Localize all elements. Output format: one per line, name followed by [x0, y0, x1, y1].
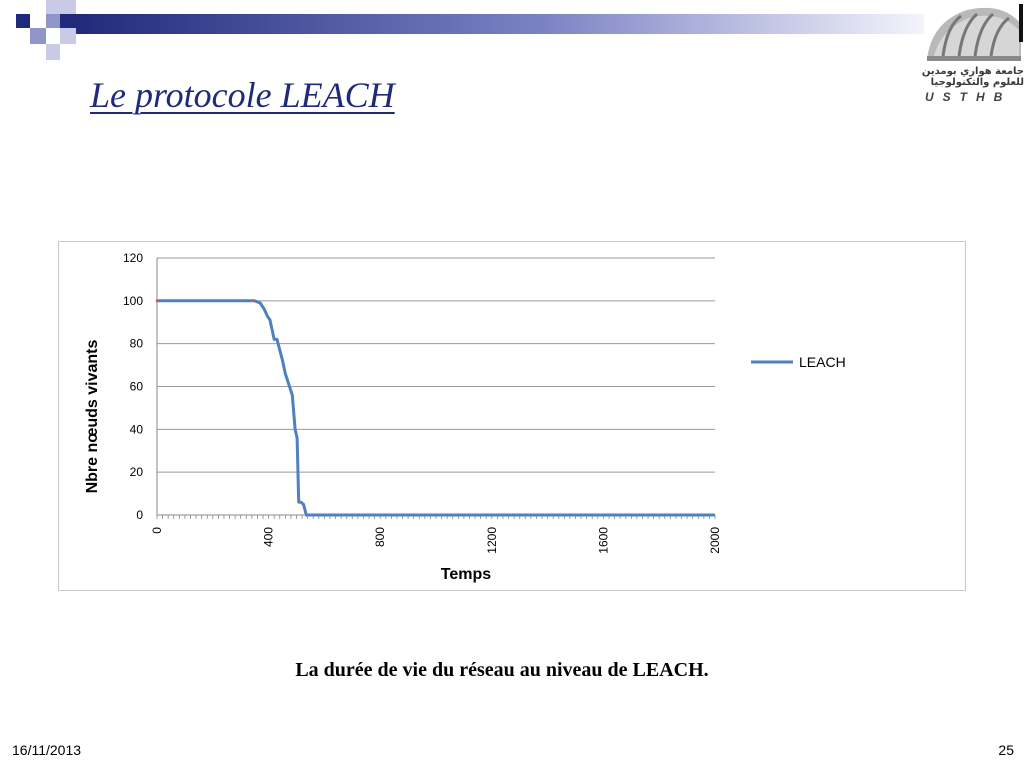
y-tick-label: 40 — [129, 422, 143, 437]
x-tick-label: 800 — [373, 527, 388, 548]
page-number: 25 — [998, 742, 1014, 758]
y-tick-label: 20 — [129, 465, 143, 480]
x-tick-label: 1600 — [596, 527, 611, 554]
line-chart — [59, 242, 965, 590]
y-tick-label: 80 — [129, 336, 143, 351]
footer-date: 16/11/2013 — [12, 742, 82, 758]
figure-caption: La durée de vie du réseau au niveau de LEACH. — [295, 659, 709, 681]
series-line-leach — [157, 301, 715, 515]
y-tick-label: 0 — [136, 508, 143, 522]
top-decoration-band — [0, 0, 1024, 64]
y-tick-label: 100 — [122, 293, 143, 308]
chart-frame — [58, 241, 966, 591]
university-logo — [921, 4, 1024, 104]
x-axis-title: Temps — [440, 566, 492, 583]
x-tick-label: 0 — [150, 527, 164, 534]
y-axis-title: Nbre nœuds vivants — [84, 339, 101, 494]
x-tick-label: 1200 — [484, 527, 499, 554]
y-tick-label: 120 — [122, 251, 143, 265]
y-tick-label: 60 — [129, 379, 143, 394]
slide-title: Le protocole LEACH — [90, 75, 395, 115]
logo-arabic-text: جامعة هواري بومدين للعلوم والتكنولوجيا — [921, 66, 1024, 88]
data-point — [156, 300, 159, 303]
data-point — [253, 300, 256, 303]
logo-emblem-icon — [921, 4, 1024, 66]
logo-latin-text: USTHB — [925, 90, 1012, 104]
x-tick-label: 2000 — [708, 527, 722, 554]
x-tick-label: 400 — [261, 527, 276, 548]
legend-label: LEACH — [799, 354, 846, 370]
